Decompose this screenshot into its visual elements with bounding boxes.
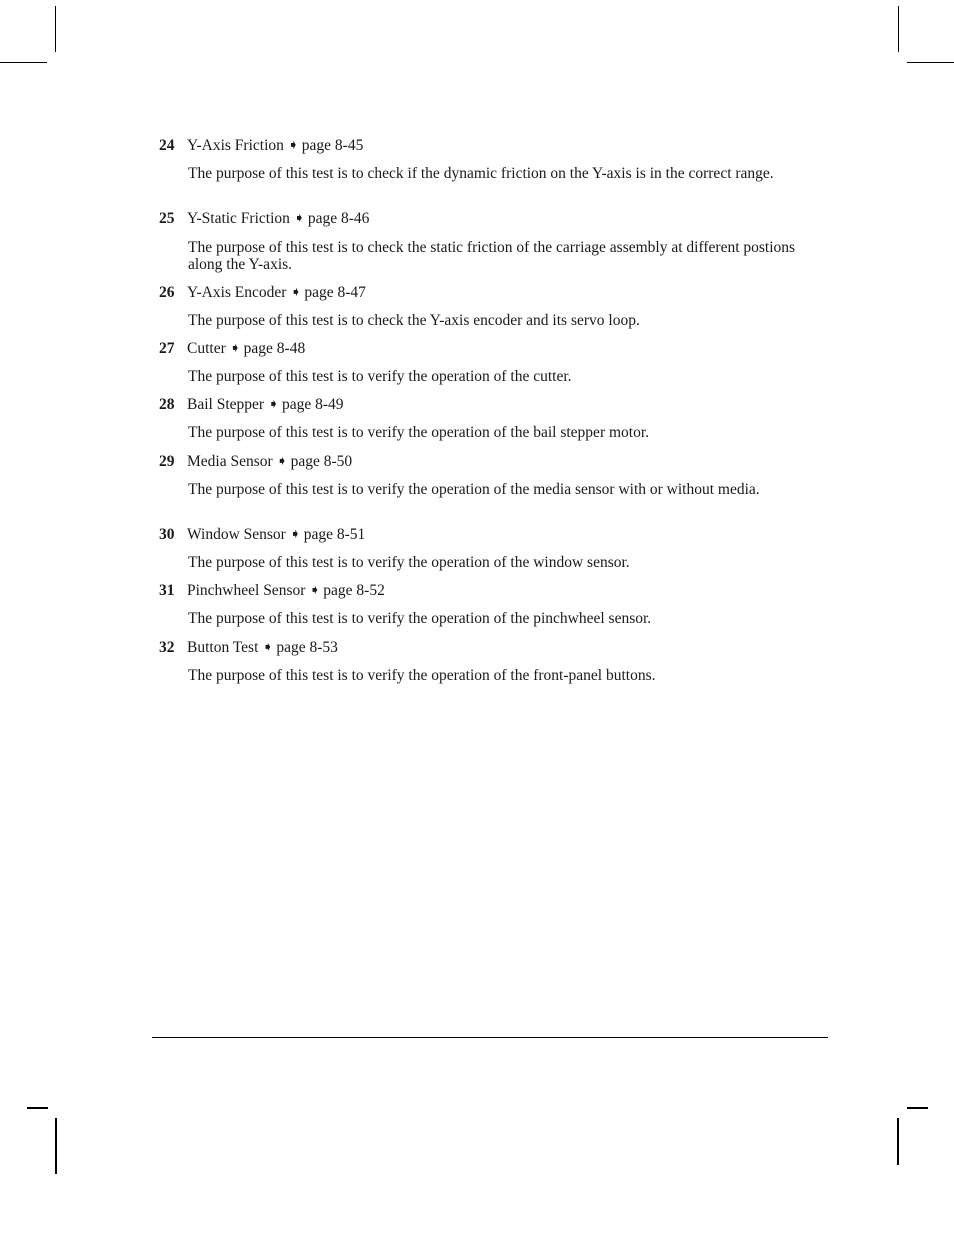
test-description: The purpose of this test is to verify the operation of the window sensor.	[188, 554, 630, 571]
test-number: 29	[159, 453, 175, 470]
test-item-title	[159, 284, 366, 301]
test-item-title	[159, 396, 344, 413]
test-description: The purpose of this test is to check if the dynamic friction on the Y-axis is in the correct range.	[188, 165, 774, 182]
test-title: Pinchwheel Sensor	[187, 582, 306, 599]
crop-mark-top-left-horizontal	[0, 62, 47, 63]
arrow-icon: ➧	[290, 284, 302, 299]
test-title: Media Sensor	[187, 453, 273, 470]
page-reference: page 8-47	[304, 284, 366, 301]
arrow-icon: ➧	[309, 582, 321, 597]
test-description: The purpose of this test is to verify the operation of the bail stepper motor.	[188, 424, 650, 441]
arrow-icon: ➧	[287, 137, 299, 152]
test-number: 24	[159, 137, 175, 154]
test-item-title	[159, 582, 385, 599]
arrow-icon: ➧	[293, 210, 305, 225]
page-reference: page 8-52	[323, 582, 385, 599]
test-description: The purpose of this test is to verify the operation of the media sensor with or without media.	[188, 481, 760, 498]
test-description: The purpose of this test is to verify the operation of the pinchwheel sensor.	[188, 610, 652, 627]
test-number: 32	[159, 639, 175, 656]
page-reference: page 8-50	[290, 453, 353, 470]
page-reference: page 8-53	[276, 639, 338, 656]
test-item-title	[159, 526, 365, 543]
test-title: Y-Static Friction	[187, 210, 290, 227]
crop-mark-top-left-vertical	[55, 6, 56, 52]
test-title: Cutter	[187, 340, 226, 357]
crop-mark-top-right-vertical	[898, 6, 899, 52]
test-title: Y-Axis Friction	[187, 137, 284, 154]
test-item-title	[159, 137, 363, 154]
test-title: Button Test	[187, 639, 259, 656]
arrow-icon: ➧	[268, 396, 279, 411]
test-number: 31	[159, 582, 175, 599]
test-item-title	[159, 453, 352, 470]
test-number: 26	[159, 284, 175, 301]
footer-rule	[152, 1037, 828, 1038]
test-title: Bail Stepper	[187, 396, 265, 413]
page-reference: page 8-45	[301, 137, 364, 154]
test-title: Window Sensor	[187, 526, 286, 543]
test-number: 25	[159, 210, 175, 227]
crop-mark-bottom-left-vertical	[55, 1118, 57, 1174]
test-description: The purpose of this test is to check the static friction of the carriage assembly at different postions along the Y-axis.	[188, 239, 796, 273]
page-reference: page 8-51	[303, 526, 366, 543]
test-number: 30	[159, 526, 175, 543]
test-description: The purpose of this test is to verify the operation of the front-panel buttons.	[188, 667, 656, 684]
crop-mark-top-right-horizontal	[907, 62, 954, 63]
test-item-title	[159, 340, 305, 357]
page-reference: page 8-49	[281, 396, 344, 413]
page-reference: page 8-48	[243, 340, 306, 357]
arrow-icon: ➧	[289, 526, 301, 541]
arrow-icon: ➧	[262, 639, 274, 654]
test-title: Y-Axis Encoder	[187, 284, 287, 301]
crop-mark-bottom-left-horizontal	[27, 1107, 48, 1109]
test-number: 28	[159, 396, 175, 413]
arrow-icon: ➧	[276, 453, 288, 468]
test-description: The purpose of this test is to verify the operation of the cutter.	[188, 368, 572, 385]
test-description: The purpose of this test is to check the Y-axis encoder and its servo loop.	[188, 312, 640, 329]
test-number: 27	[159, 340, 175, 357]
arrow-icon: ➧	[229, 340, 241, 355]
test-item-title	[159, 639, 338, 656]
page-reference: page 8-46	[307, 210, 370, 227]
crop-mark-bottom-right-vertical	[897, 1118, 899, 1165]
crop-mark-bottom-right-horizontal	[907, 1107, 928, 1109]
test-item-title	[159, 210, 369, 227]
